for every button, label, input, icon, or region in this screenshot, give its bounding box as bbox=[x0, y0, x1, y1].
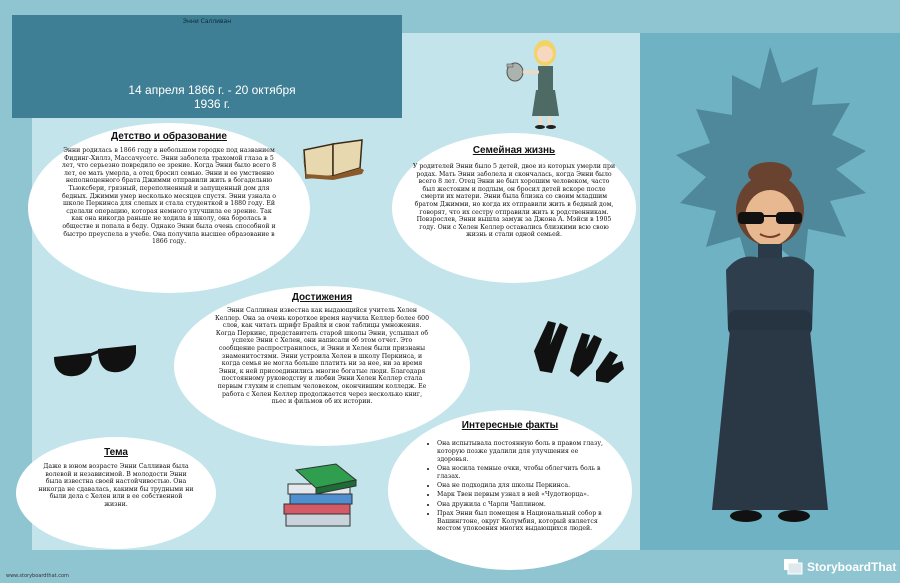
fact-item: • Марк Твен первым узнал в ней «Чудотворца». bbox=[437, 491, 608, 499]
achievements-title: Достижения bbox=[291, 292, 353, 303]
theme-bubble bbox=[16, 437, 216, 549]
page-title: Энни Салливан bbox=[182, 18, 232, 25]
facts-title: Интересные факты bbox=[461, 420, 559, 431]
fact-item: • Она дружила с Чарли Чаплином. bbox=[437, 501, 608, 509]
annie-sullivan-figure bbox=[700, 160, 840, 540]
fact-item: • Прах Энни был помещен в Национальный собор в Вашингтоне, округ Колумбия, который является местом упокоения многих выдающихся людей. bbox=[437, 510, 608, 533]
fact-item: • Она не подходила для школы Перкинса. bbox=[437, 482, 608, 490]
facts-bubble bbox=[388, 410, 632, 570]
fact-item: • Она носила темные очки, чтобы облегчить боль в глазах. bbox=[437, 465, 608, 481]
storyboardthat-logo[interactable] bbox=[783, 556, 895, 578]
family-text: У родителей Энни было 5 детей, двое из которых умерли при родах. Мать Энни заболела и скончалась, когда Энни было всего 8 лет. Отец Энни не был хорошим человеком, часто был жестоким и подлым, он бросил детей вскоре после смерти их матери. Энни была близка со своим младшим братом Джимми, но когда их отправили жить в бедный дом, говорят, что их сестру отправили жить к родственникам. Повзрослев, Энни вышла замуж за Джона А. Мэйси в 1905 году. Они с Хелен Келлер оставались близкими всю свою жизнь и стали одной семьей. bbox=[412, 163, 616, 239]
logo-text: StoryboardThat bbox=[807, 560, 897, 574]
childhood-bubble bbox=[28, 123, 310, 293]
childhood-title: Детство и образование bbox=[111, 131, 227, 142]
childhood-text: Энни родилась в 1866 году в небольшом городке под названием Фидинг-Хиллз, Массачусетс. Энни заболела трахомой глаза в 5 лет, что серьезно повредило ее зрение. Когда Энни было всего 8 лет, ее мать умерла, а отец бросил семью. Энни и ее умственно неполноценного брата Джимми отправили жить в богадельню Тьюксбери, грязный, переполненный и запущенный дом для бедных. Джимми умер несколько месяцев спустя. Энни узнала о школе Перкинса для слепых и стала студенткой в 1880 году. Ей сделали операцию, которая немного улучшила ее зрение. Так как она никогда раньше не ходила в школу, она боролась в обществе и попала в беду. Однако Энни была очень способной и быстро преуспела в учебе. Она получила высшее образование в 1866 году. bbox=[61, 147, 277, 246]
family-title: Семейная жизнь bbox=[472, 145, 556, 156]
family-bubble bbox=[392, 133, 636, 283]
fact-item: • Она испытывала постоянную боль в правом глазу, которую позже удалили для улучшения ее здоровья. bbox=[437, 440, 608, 463]
book-stack-icon bbox=[282, 462, 360, 532]
life-dates: 14 апреля 1866 г. - 20 октября 1936 г. bbox=[128, 83, 296, 111]
theme-title: Тема bbox=[104, 447, 128, 458]
theme-text: Даже в юном возрасте Энни Салливан была волевой и независимой. В молодости Энни была известна своей настойчивостью. Она никогда не сдавалась, какими бы трудными ни были дела с Хелен или в ее собственной жизни. bbox=[38, 463, 194, 508]
girl-with-pitcher-figure bbox=[503, 38, 565, 130]
open-book-icon bbox=[300, 138, 366, 180]
footer-site-link[interactable]: www.storyboardthat.com bbox=[6, 573, 69, 579]
achievements-text: Энни Салливан известна как выдающийся учитель Хелен Келлер. Она за очень короткое время научила Келлер более 600 слов, как читать шрифт Брайля и свои таблицы умножения. Когда Перкинс, представитель старой школы Энни, услышал об успехе Энни с Хелен, они написали об этом отчет. Это сообщение распространилось, и Энни и Хелен были признаны знаменитостями. Энни устроила Хелен в школу Перкинса, и когда семья не могла больше платить ни за нее, ни за время Энни, к ней присоединились многие богатые люди. Благодаря постоянному руководству и любви Энни Хелен Келлер стала первым глухим и слепым человеком, окончившим колледж. Ее работа с Хелен Келлер продолжается через несколько книг, пьес и фильмов об их истории. bbox=[214, 307, 430, 406]
logo-icon bbox=[783, 558, 803, 576]
sign-language-hands-icon bbox=[530, 315, 626, 385]
facts-list bbox=[428, 440, 608, 535]
title-header bbox=[12, 15, 402, 118]
sunglasses-icon bbox=[50, 343, 140, 383]
